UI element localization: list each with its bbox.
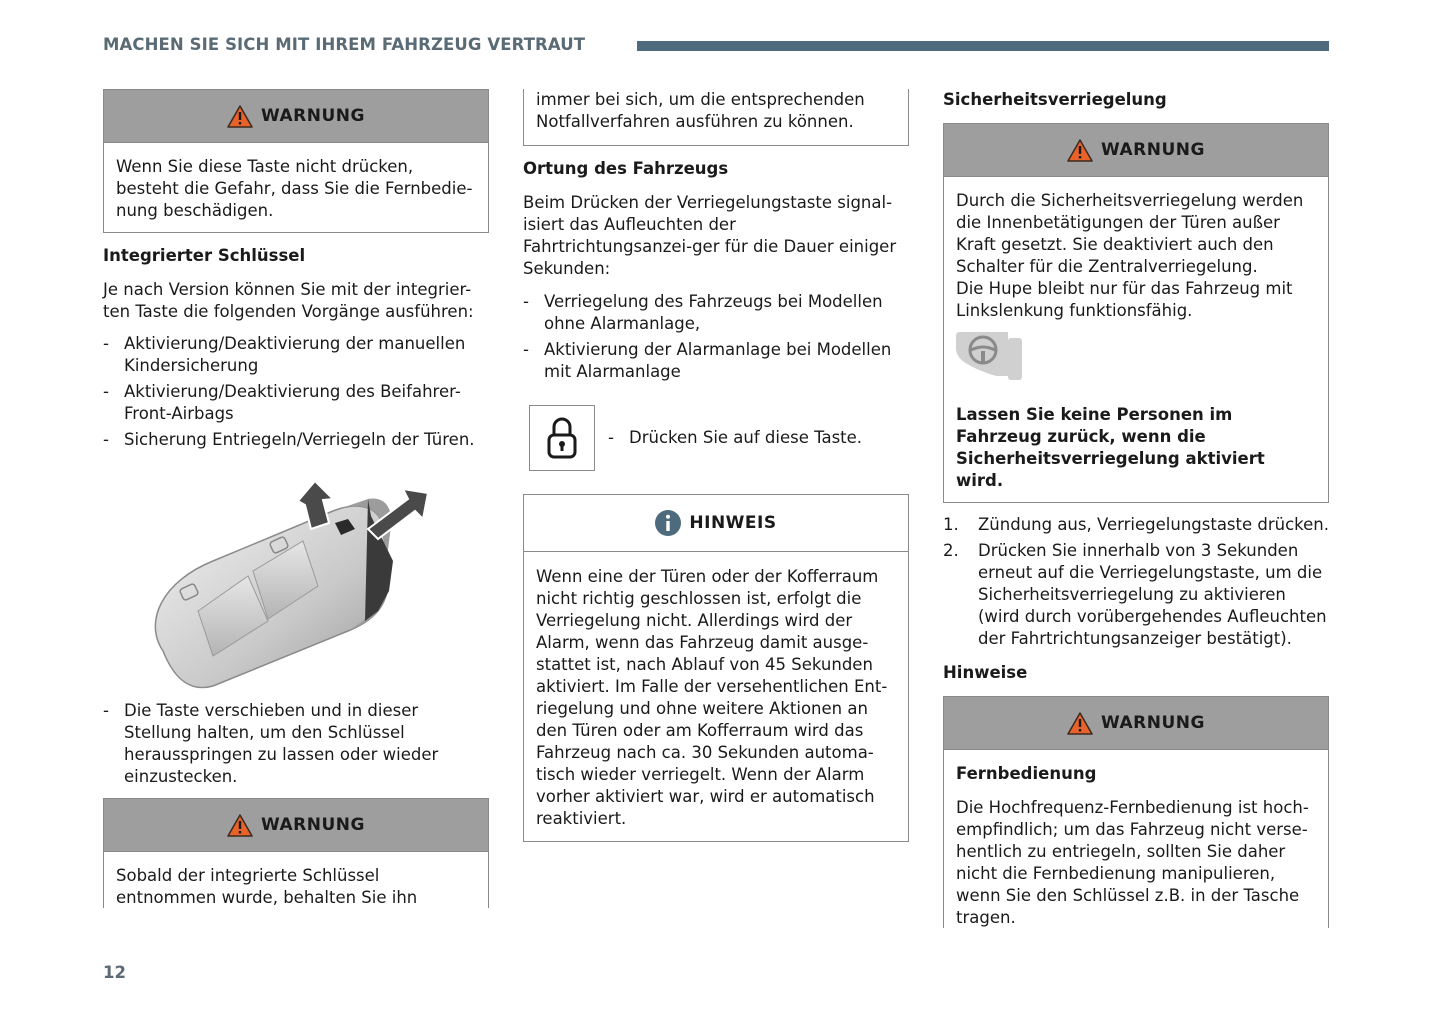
warning-text-horn: Die Hupe bleibt nur für das Fahrzeug mit Linkslenkung funktionsfähig. bbox=[956, 279, 1293, 320]
page-number: 12 bbox=[103, 963, 126, 982]
step-number: 2. bbox=[943, 541, 959, 560]
note-box bbox=[523, 494, 909, 842]
steps-list bbox=[943, 514, 1329, 650]
steering-wheel-icon bbox=[956, 330, 1316, 384]
step-text: Drücken Sie innerhalb von 3 Sekunden erneut auf die Verriegelungstaste, um die Sicherheitsverriegelung zu aktivieren (wird durch vorübergehendes Aufleuchten der Fahrtrichtungsanzeiger bestätigt). bbox=[978, 541, 1327, 648]
right-column bbox=[943, 89, 1329, 928]
warning-title: WARNUNG bbox=[261, 815, 365, 835]
warning-text: Die Hochfrequenz-Fernbedienung ist hoch-empfindlich; um das Fahrzeug nicht verse-hentlich zu entriegeln, sollten Sie daher nicht die Fernbedienung manipulieren, wenn Sie den Schlüssel z.B. in der Tasche tragen. bbox=[956, 798, 1309, 927]
warning-box-1 bbox=[103, 89, 489, 233]
warning-box-2 bbox=[103, 798, 489, 908]
warning-header bbox=[944, 124, 1328, 177]
warning-triangle-icon bbox=[1067, 712, 1093, 735]
info-icon bbox=[655, 510, 681, 536]
list-item bbox=[943, 514, 1329, 536]
page-header-title: MACHEN SIE SICH MIT IHREM FAHRZEUG VERTRAUT bbox=[103, 35, 586, 54]
warning-triangle-icon bbox=[227, 105, 253, 128]
section-heading-notes: Hinweise bbox=[943, 663, 1028, 682]
intro-text: Beim Drücken der Verriegelungstaste signal-isiert das Aufleuchten der Fahrtrichtungsanzei-ger für die Dauer einiger Sekunden: bbox=[523, 193, 897, 278]
list-item: - Aktivierung/Deaktivierung des Beifahrer-Front-Airbags bbox=[103, 381, 489, 425]
list-item: - Verriegelung des Fahrzeugs bei Modellen ohne Alarmanlage, bbox=[523, 291, 909, 335]
button-instruction bbox=[608, 427, 862, 449]
note-header bbox=[524, 495, 908, 552]
section-heading-vehicle-locating: Ortung des Fahrzeugs bbox=[523, 159, 729, 178]
list-item: - Aktivierung/Deaktivierung der manuellen Kindersicherung bbox=[103, 333, 489, 377]
warning-box-remote bbox=[943, 696, 1329, 928]
warning-text: Sobald der integrierte Schlüssel entnommen wurde, behalten Sie ihn bbox=[116, 866, 418, 907]
car-key-illustration bbox=[103, 471, 489, 709]
warning-box-deadlocking bbox=[943, 123, 1329, 503]
feature-list bbox=[103, 333, 489, 451]
warning-title: WARNUNG bbox=[1101, 713, 1205, 733]
note-text: Wenn eine der Türen oder der Kofferraum nicht richtig geschlossen ist, erfolgt die Verriegelung nicht. Allerdings wird der Alarm, wenn das Fahrzeug damit ausge-stattet ist, nach Ablauf von 45 Sekunden aktiviert. Im Falle der versehentlichen Ent-riegelung und ohne weitere Aktionen an den Türen oder am Kofferraum wird das Fahrzeug nach ca. 30 Sekunden automa-tisch wieder verriegelt. Wenn der Alarm vorher aktiviert war, wird er automatisch reaktiviert. bbox=[536, 567, 888, 828]
warning-box-continued bbox=[523, 89, 909, 146]
list-item: - Drücken Sie auf diese Taste. bbox=[608, 427, 862, 449]
section-heading-deadlocking: Sicherheitsverriegelung bbox=[943, 90, 1167, 109]
intro-text: Je nach Version können Sie mit der integrier-ten Taste die folgenden Vorgänge ausführen: bbox=[103, 280, 474, 321]
warning-triangle-icon bbox=[1067, 139, 1093, 162]
warning-text: Wenn Sie diese Taste nicht drücken, besteht die Gefahr, dass Sie die Fernbedie-nung beschädigen. bbox=[116, 157, 473, 220]
step-number: 1. bbox=[943, 515, 959, 534]
warning-title: WARNUNG bbox=[1101, 140, 1205, 160]
warning-bold-text: Lassen Sie keine Personen im Fahrzeug zurück, wenn die Sicherheitsverriegelung aktiviert wird. bbox=[956, 405, 1265, 490]
feature-list bbox=[523, 291, 909, 383]
lock-button-icon bbox=[529, 405, 595, 471]
lock-button-row bbox=[523, 405, 909, 471]
list-item: - Aktivierung der Alarmanlage bei Modellen mit Alarmanlage bbox=[523, 339, 909, 383]
header-accent-bar bbox=[637, 41, 1329, 51]
left-column bbox=[103, 89, 489, 908]
section-heading-integrated-key: Integrierter Schlüssel bbox=[103, 246, 306, 265]
middle-column bbox=[523, 89, 909, 842]
warning-header bbox=[104, 90, 488, 143]
warning-title: WARNUNG bbox=[261, 106, 365, 126]
warning-text: Durch die Sicherheitsverriegelung werden die Innenbetätigungen der Türen außer Kraft gesetzt. Sie deaktiviert auch den Schalter für die Zentralverriegelung. bbox=[956, 191, 1304, 276]
instruction-list bbox=[103, 700, 489, 788]
warning-text: immer bei sich, um die entsprechenden Notfallverfahren ausführen zu können. bbox=[536, 90, 865, 131]
note-title: HINWEIS bbox=[689, 513, 777, 533]
warning-triangle-icon bbox=[227, 814, 253, 837]
warning-subheading: Fernbedienung bbox=[956, 764, 1097, 783]
step-text: Zündung aus, Verriegelungstaste drücken. bbox=[978, 515, 1329, 534]
warning-header bbox=[104, 799, 488, 852]
warning-header bbox=[944, 697, 1328, 750]
list-item bbox=[943, 540, 1329, 650]
list-item: - Die Taste verschieben und in dieser Stellung halten, um den Schlüssel herausspringen zu lassen oder wieder einzustecken. bbox=[103, 700, 489, 788]
list-item: - Sicherung Entriegeln/Verriegeln der Türen. bbox=[103, 429, 489, 451]
